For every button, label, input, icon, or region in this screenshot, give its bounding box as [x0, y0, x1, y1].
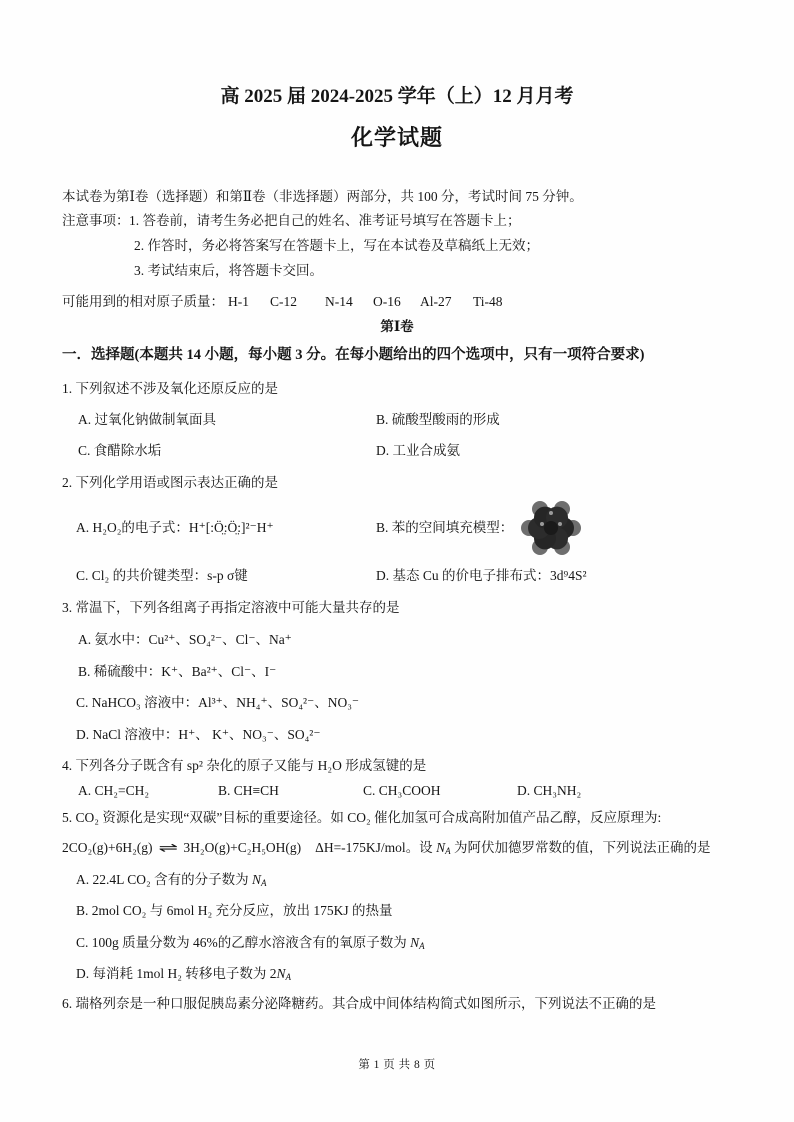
question-3-stem: 3. 常温下，下列各组离子再指定溶液中可能大量共存的是 — [62, 600, 400, 615]
reaction-reactants: 2CO₂(g)+6H₂(g) — [62, 840, 153, 855]
q3-option-b: B. 稀硫酸中：K⁺、Ba²⁺、Cl⁻、I⁻ — [78, 664, 277, 679]
atomic-mass-h: H-1 — [228, 294, 249, 309]
q3-option-d: D. NaCl 溶液中：H⁺、 K⁺、NO₃⁻、SO₄²⁻ — [76, 727, 321, 742]
avogadro-symbol — [276, 966, 291, 981]
note-item-3: 3. 考试结束后，将答题卡交回。 — [134, 263, 323, 278]
atomic-mass-n: N-14 — [325, 294, 353, 309]
note-item-1: 1. 答卷前，请考生务必把自己的姓名、准考证号填写在答题卡上； — [129, 213, 521, 228]
q5-option-d-text: D. 每消耗 1mol H₂ 转移电子数为 2 — [76, 966, 277, 981]
sphere-highlight — [558, 522, 562, 526]
q5-option-c-text: C. 100g 质量分数为 46%的乙醇水溶液含有的氧原子数为 — [76, 935, 411, 950]
na-letter: N — [251, 872, 261, 887]
na-subscript: A — [285, 972, 291, 982]
q2-option-a: A. H₂O₂的电子式：H⁺[:Ö̤:Ö̤:]²⁻H⁺ — [76, 520, 274, 535]
avogadro-symbol — [436, 840, 451, 855]
q4-option-b: B. CH≡CH — [218, 783, 279, 798]
q1-option-d: D. 工业合成氨 — [376, 443, 460, 458]
part-title: 第Ⅰ卷 — [380, 319, 414, 334]
exam-description: 本试卷为第Ⅰ卷（选择题）和第Ⅱ卷（非选择题）两部分，共 100 分，考试时间 75 分钟。 — [62, 189, 583, 204]
q4-option-c: C. CH₃COOH — [363, 783, 441, 798]
sphere-highlight — [549, 511, 553, 515]
q2-option-d: D. 基态 Cu 的价电子排布式：3d⁹4S² — [376, 568, 587, 583]
question-6-stem: 6. 瑞格列奈是一种口服促胰岛素分泌降糖药。其合成中间体结构简式如图所示，下列说法不正确的是 — [62, 996, 656, 1011]
q3-option-c: C. NaHCO₃ 溶液中：Al³⁺、NH₄⁺、SO₄²⁻、NO₃⁻ — [76, 695, 360, 710]
atomic-mass-al: Al-27 — [420, 294, 452, 309]
q2-option-c: C. Cl₂ 的共价键类型：s-p σ键 — [76, 568, 248, 583]
question-2-stem: 2. 下列化学用语或图示表达正确的是 — [62, 475, 278, 490]
atomic-mass-c: C-12 — [270, 294, 297, 309]
note-item-2: 2. 作答时，务必将答案写在答题卡上，写在本试卷及草稿纸上无效； — [134, 238, 539, 253]
q5-option-a — [76, 870, 266, 890]
na-subscript: A — [419, 941, 425, 951]
ring-center-shadow — [544, 521, 558, 535]
q1-option-b: B. 硫酸型酸雨的形成 — [376, 412, 500, 427]
page-number: 第 1 页 共 8 页 — [358, 1059, 436, 1071]
q5-option-c — [76, 933, 425, 953]
q5-option-d — [76, 964, 291, 984]
atomic-mass-o: O-16 — [373, 294, 401, 309]
na-letter: N — [436, 840, 446, 855]
notes-label: 注意事项： — [62, 213, 130, 228]
avogadro-symbol — [252, 872, 267, 887]
section-heading: 一．选择题(本题共 14 小题，每小题 3 分。在每小题给出的四个选项中，只有一项符合要求) — [62, 347, 645, 363]
benzene-space-filling-model — [520, 499, 582, 557]
question-4-stem: 4. 下列各分子既含有 sp² 杂化的原子又能与 H₂O 形成氢键的是 — [62, 758, 427, 773]
q1-option-c: C. 食醋除水垢 — [78, 443, 162, 458]
question-1-stem: 1. 下列叙述不涉及氧化还原反应的是 — [62, 381, 278, 396]
q5-option-a-text: A. 22.4L CO₂ 含有的分子数为 — [76, 872, 252, 887]
reaction-products: 3H₂O(g)+C₂H₅OH(g) — [183, 840, 302, 855]
exam-title: 高 2025 届 2024-2025 学年（上）12 月月考 — [220, 86, 574, 107]
q3-option-a: A. 氨水中：Cu²⁺、SO₄²⁻、Cl⁻、Na⁺ — [78, 632, 292, 647]
q5-option-b: B. 2mol CO₂ 与 6mol H₂ 充分反应，放出 175KJ 的热量 — [76, 903, 393, 918]
exam-subject-title: 化学试题 — [350, 125, 443, 150]
na-letter: N — [276, 966, 286, 981]
atomic-mass-label: 可能用到的相对原子质量： — [62, 294, 224, 309]
na-letter: N — [410, 935, 420, 950]
reaction-enthalpy: ΔH=-175KJ/mol — [315, 840, 406, 855]
equation-tail: 为阿伏加德罗常数的值，下列说法正确的是 — [450, 840, 711, 855]
q4-option-a: A. CH₂=CH₂ — [78, 783, 150, 798]
avogadro-symbol — [410, 935, 425, 950]
equilibrium-arrow: ⇌ — [158, 841, 178, 856]
atomic-mass-ti: Ti-48 — [473, 294, 503, 309]
q2-option-b: B. 苯的空间填充模型： — [376, 520, 514, 535]
na-subscript: A — [260, 878, 267, 888]
q1-option-a: A. 过氧化钠做制氧面具 — [78, 412, 216, 427]
sphere-highlight — [540, 522, 544, 526]
q4-option-d: D. CH₃NH₂ — [517, 783, 582, 798]
question-5-stem: 5. CO₂ 资源化是实现“双碳”目标的重要途径。如 CO₂ 催化加氢可合成高附加值产品乙醇，反应原理为: — [62, 810, 662, 825]
reaction-equation-line — [62, 838, 710, 858]
equation-let-text: 。设 — [405, 840, 437, 855]
na-subscript: A — [445, 846, 451, 856]
